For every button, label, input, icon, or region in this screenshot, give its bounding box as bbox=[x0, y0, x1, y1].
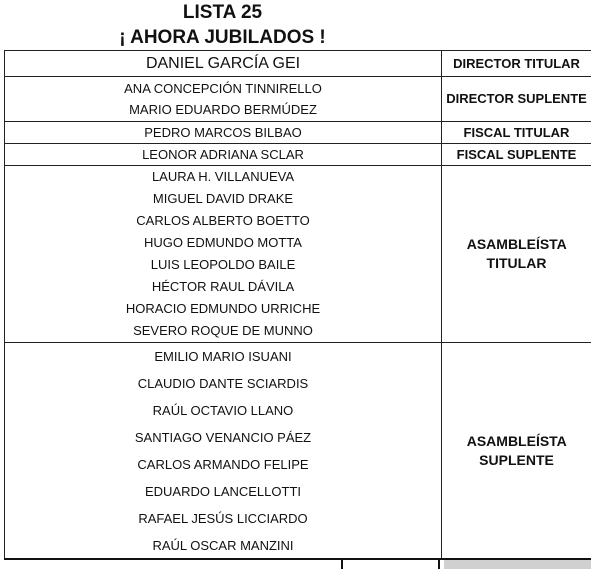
candidate-name: DANIEL GARCÍA GEI bbox=[5, 55, 441, 73]
role-cell bbox=[442, 51, 591, 77]
next-table-edge bbox=[4, 558, 591, 567]
candidate-name: MARIO EDUARDO BERMÚDEZ bbox=[5, 99, 441, 120]
table-row bbox=[5, 144, 591, 166]
candidate-name: MIGUEL DAVID DRAKE bbox=[5, 188, 441, 210]
candidate-name: LAURA H. VILLANUEVA bbox=[5, 166, 441, 188]
candidate-name: PEDRO MARCOS BILBAO bbox=[5, 125, 441, 140]
names-cell bbox=[5, 343, 442, 560]
candidate-name: SANTIAGO VENANCIO PÁEZ bbox=[5, 424, 441, 451]
role-label: FISCAL TITULAR bbox=[464, 125, 570, 140]
candidate-name: HÉCTOR RAUL DÁVILA bbox=[5, 276, 441, 298]
candidate-name: ANA CONCEPCIÓN TINNIRELLO bbox=[5, 78, 441, 99]
table-row bbox=[5, 343, 591, 560]
role-cell bbox=[442, 144, 591, 166]
candidate-name: EDUARDO LANCELLOTTI bbox=[5, 478, 441, 505]
list-title: LISTA 25 bbox=[0, 2, 445, 24]
names-cell bbox=[5, 166, 442, 343]
table-row bbox=[5, 77, 591, 122]
candidate-name: LEONOR ADRIANA SCLAR bbox=[5, 147, 441, 162]
shaded-cell bbox=[444, 560, 591, 569]
role-label-line: SUPLENTE bbox=[517, 91, 586, 106]
candidate-name: CLAUDIO DANTE SCIARDIS bbox=[5, 370, 441, 397]
role-label: DIRECTOR TITULAR bbox=[453, 56, 580, 71]
column-divider bbox=[438, 560, 440, 569]
candidate-name: RAFAEL JESÚS LICCIARDO bbox=[5, 505, 441, 532]
candidate-name: HUGO EDMUNDO MOTTA bbox=[5, 232, 441, 254]
role-label-line: SUPLENTE bbox=[479, 452, 554, 468]
candidate-name: CARLOS ALBERTO BOETTO bbox=[5, 210, 441, 232]
table-row bbox=[5, 51, 591, 77]
candidate-name: EMILIO MARIO ISUANI bbox=[5, 343, 441, 370]
candidate-name: HORACIO EDMUNDO URRICHE bbox=[5, 298, 441, 320]
role-cell bbox=[442, 166, 591, 343]
role-cell bbox=[442, 343, 591, 560]
candidate-name: SEVERO ROQUE DE MUNNO bbox=[5, 320, 441, 342]
candidate-name: LUIS LEOPOLDO BAILE bbox=[5, 254, 441, 276]
table-row bbox=[5, 122, 591, 144]
names-cell bbox=[5, 77, 442, 122]
names-cell bbox=[5, 122, 442, 144]
candidate-table bbox=[4, 50, 591, 560]
list-subtitle: ¡ AHORA JUBILADOS ! bbox=[0, 27, 445, 49]
table-row bbox=[5, 166, 591, 343]
candidate-name: CARLOS ARMANDO FELIPE bbox=[5, 451, 441, 478]
names-cell bbox=[5, 144, 442, 166]
candidate-name: RAÚL OCTAVIO LLANO bbox=[5, 397, 441, 424]
role-cell bbox=[442, 122, 591, 144]
role-cell bbox=[442, 77, 591, 122]
candidate-name: RAÚL OSCAR MANZINI bbox=[5, 532, 441, 559]
column-divider bbox=[341, 560, 343, 569]
role-label-line: DIRECTOR bbox=[446, 91, 514, 106]
names-cell bbox=[5, 51, 442, 77]
role-label-line: TITULAR bbox=[487, 255, 547, 271]
role-label-line: ASAMBLEÍSTA bbox=[467, 433, 567, 449]
role-label: FISCAL SUPLENTE bbox=[457, 147, 577, 162]
role-label-line: ASAMBLEÍSTA bbox=[467, 236, 567, 252]
